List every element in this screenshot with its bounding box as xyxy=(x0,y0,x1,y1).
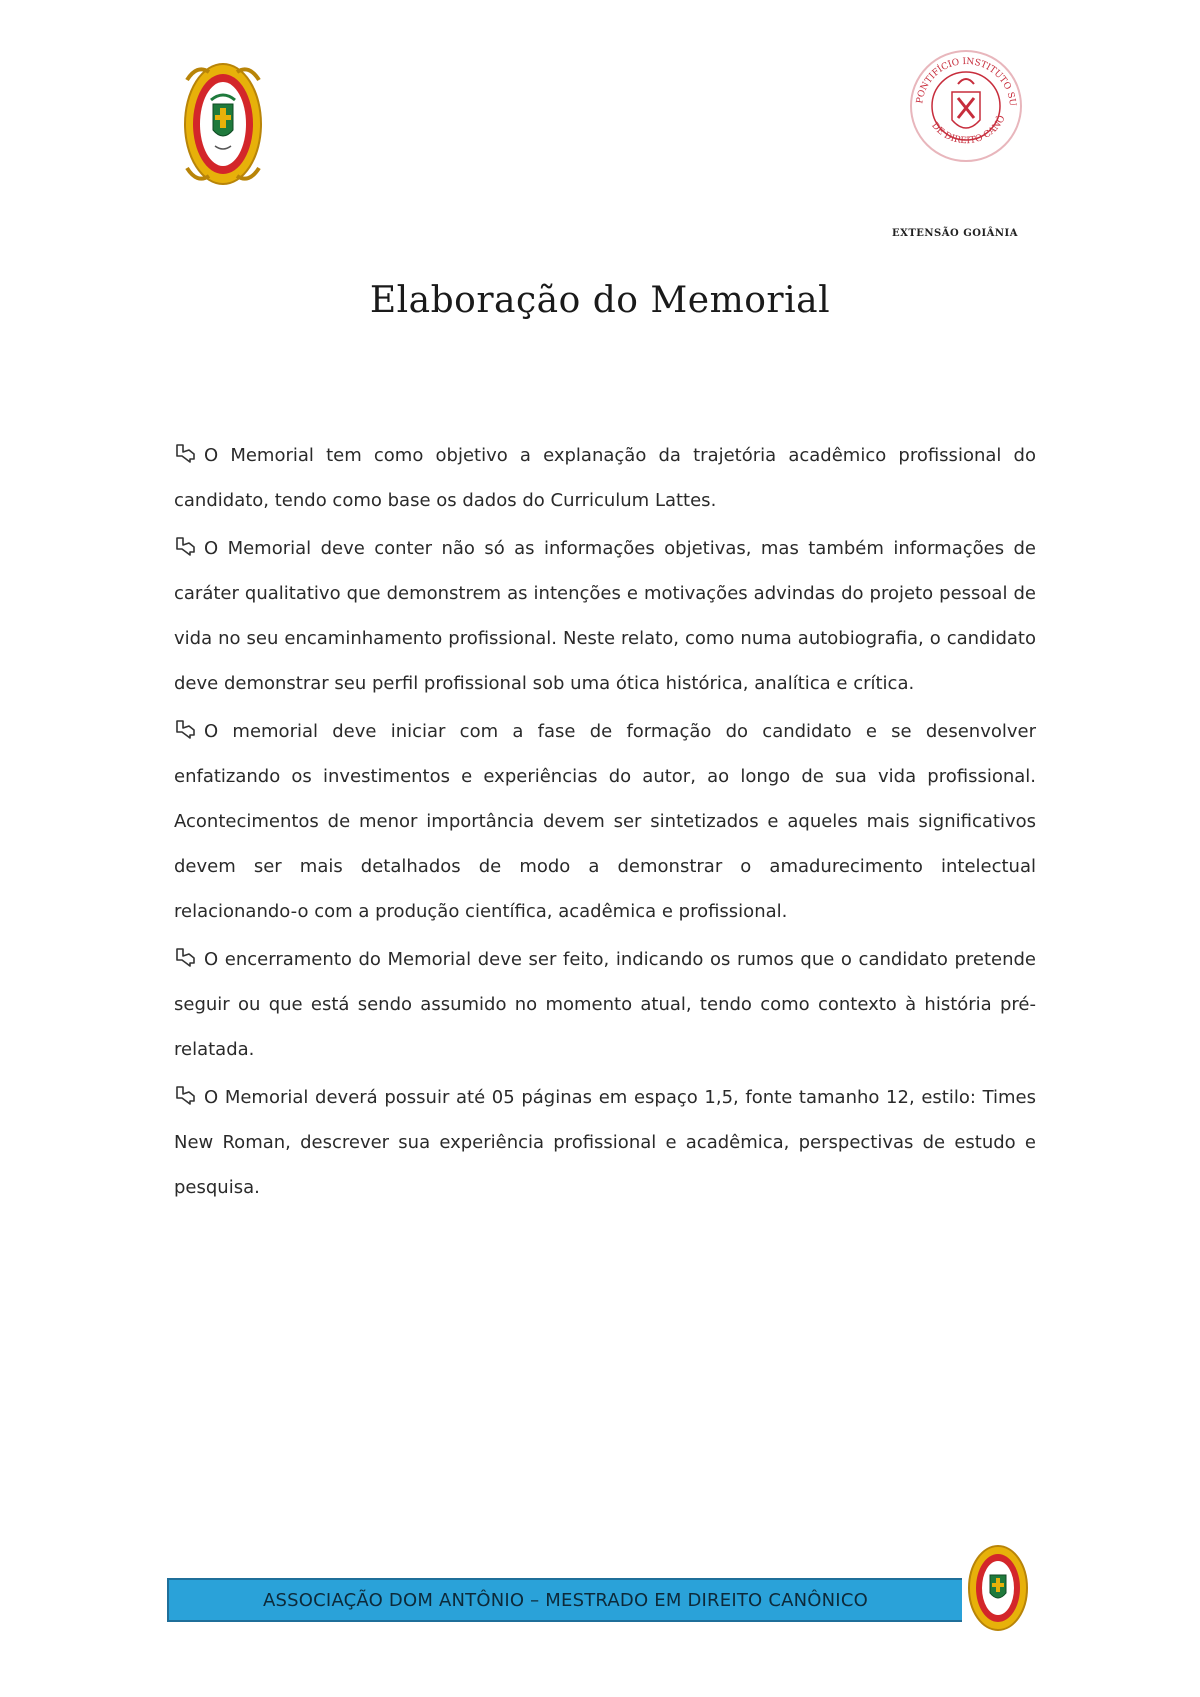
institute-seal-icon xyxy=(908,48,1024,164)
page-title: Elaboração do Memorial xyxy=(369,280,831,321)
guideline-text: O Memorial deve conter não só as informações objetivas, mas também informações de caráter qualitativo que demonstrem as intenções e motivações advindas do projeto pessoal de vida no seu encaminhamento profissional. Neste relato, como numa autobiografia, o candidato deve demonstrar seu perfil profissional sob uma ótica histórica, analítica e crítica. xyxy=(174,538,1036,694)
pointing-hand-icon xyxy=(174,536,196,558)
guideline-paragraph xyxy=(174,709,1036,934)
guideline-text: O Memorial deverá possuir até 05 páginas em espaço 1,5, fonte tamanho 12, estilo: Times New Roman, descrever sua experiência profissional e acadêmica, perspectivas de estudo e pesquisa. xyxy=(174,1087,1036,1198)
footer-text: ASSOCIAÇÃO DOM ANTÔNIO – MESTRADO EM DIREITO CANÔNICO xyxy=(263,1589,868,1611)
pointing-hand-icon xyxy=(174,947,196,969)
pointing-hand-icon xyxy=(174,719,196,741)
guideline-text: O memorial deve iniciar com a fase de formação do candidato e se desenvolver enfatizando os investimentos e experiências do autor, ao longo de sua vida profissional. Acontecimentos de menor importância devem ser sintetizados e aqueles mais significativos devem ser mais detalhados de modo a demonstrar o amadurecimento intelectual relacionando-o com a produção científica, acadêmica e profissional. xyxy=(174,721,1036,922)
guideline-paragraph xyxy=(174,526,1036,706)
guideline-paragraph xyxy=(174,433,1036,523)
memorial-guidelines xyxy=(174,433,1036,1213)
extension-label: EXTENSÃO GOIÂNIA xyxy=(891,228,1018,239)
pointing-hand-icon xyxy=(174,443,196,465)
episcopal-crest-icon xyxy=(967,1543,1029,1633)
svg-text:PONTIFÍCIO INSTITUTO SUPERIOR: PONTIFÍCIO INSTITUTO SU xyxy=(915,56,1018,107)
svg-text:DE DIREITO CANÔNICO: DE DIREITO CANÔ xyxy=(929,114,1008,147)
guideline-paragraph xyxy=(174,937,1036,1072)
footer-band xyxy=(167,1578,962,1622)
episcopal-crest-icon xyxy=(183,60,263,188)
guideline-text: O Memorial tem como objetivo a explanação da trajetória acadêmico profissional do candidato, tendo como base os dados do Curriculum Lattes. xyxy=(174,445,1036,511)
guideline-text: O encerramento do Memorial deve ser feito, indicando os rumos que o candidato pretende seguir ou que está sendo assumido no momento atual, tendo como contexto à história pré-relatada. xyxy=(174,949,1036,1060)
guideline-paragraph xyxy=(174,1075,1036,1210)
pointing-hand-icon xyxy=(174,1085,196,1107)
